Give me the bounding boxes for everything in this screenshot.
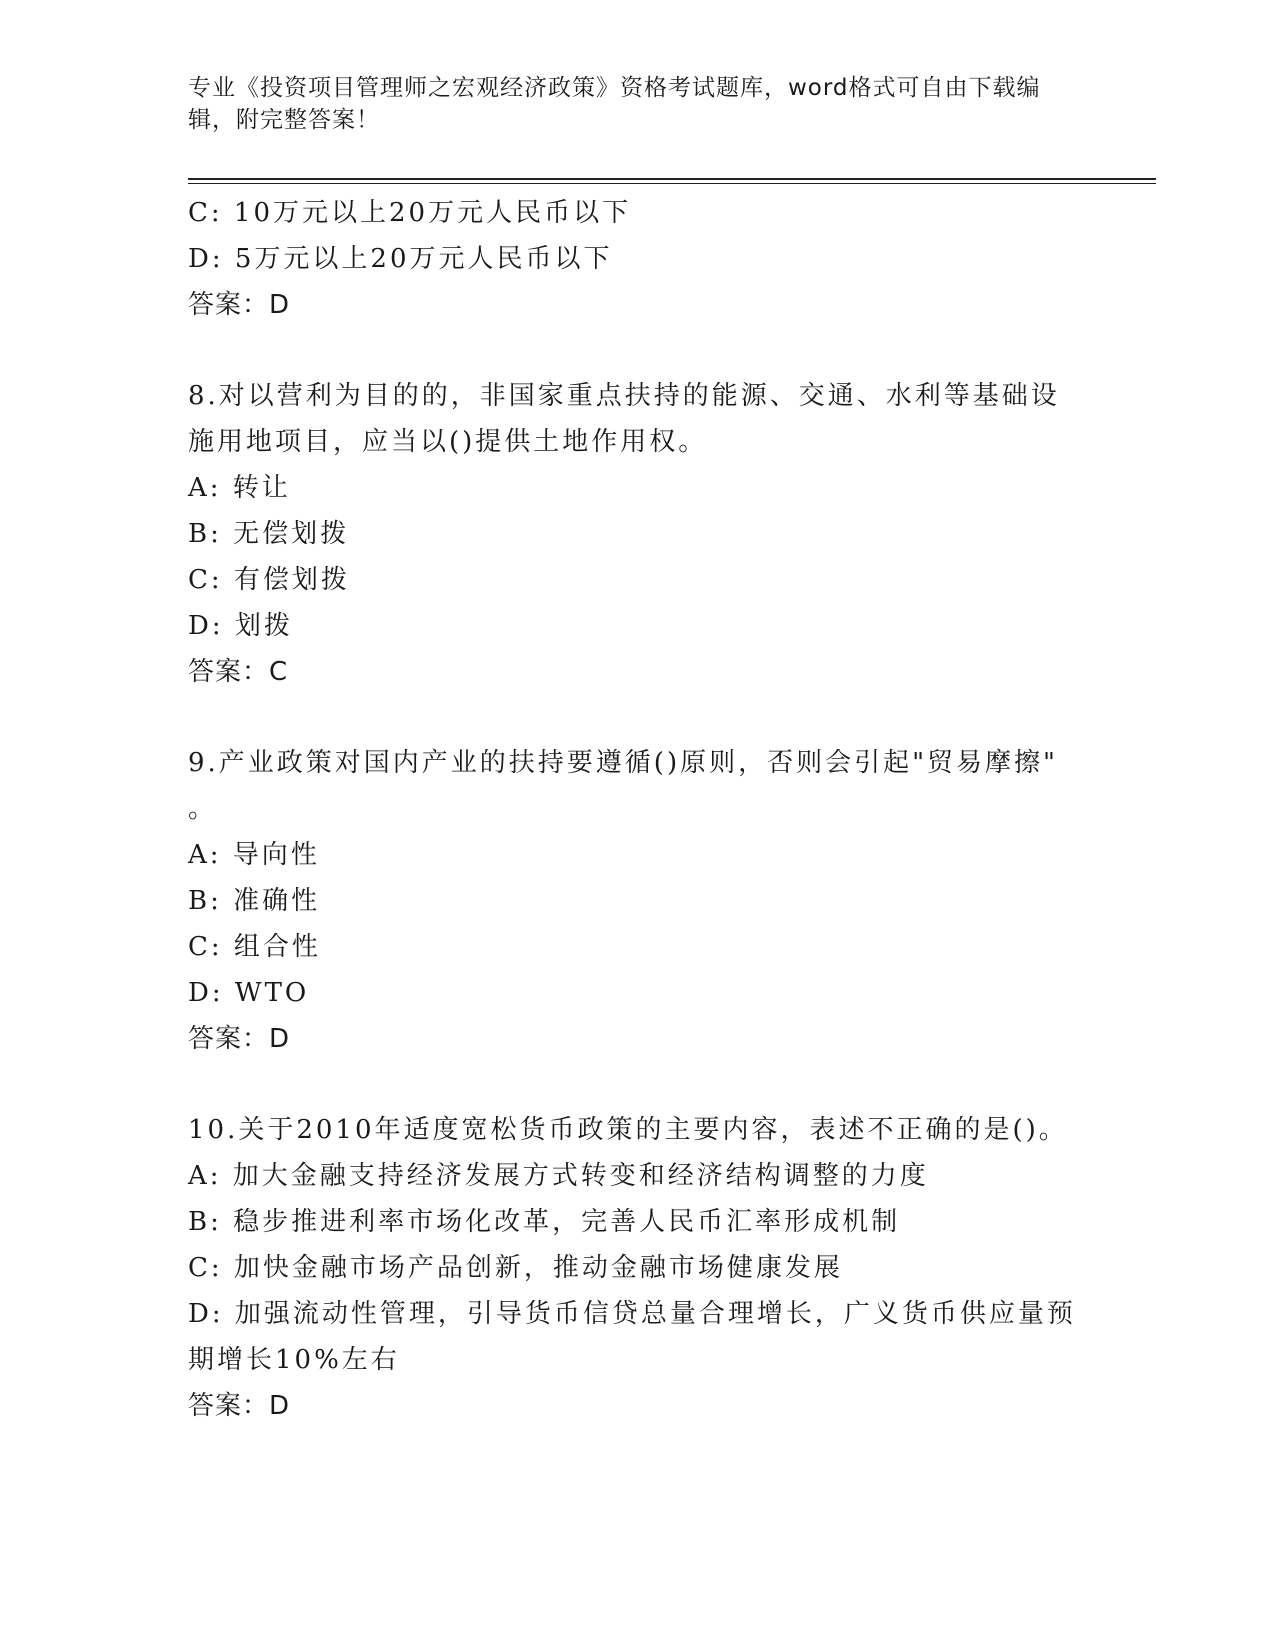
question-8 xyxy=(188,373,1108,695)
question-9 xyxy=(188,740,1108,1062)
header-line-1: 专业《投资项目管理师之宏观经济政策》资格考试题库，word格式可自由下载编 xyxy=(188,75,1041,101)
question-stem-line-2: 。 xyxy=(188,794,218,824)
header-rule-thick xyxy=(188,178,1156,180)
option-b: B: 无偿划拨 xyxy=(188,519,350,549)
page-header xyxy=(188,72,1068,136)
option-c: C: 组合性 xyxy=(188,932,321,962)
question-stem-line-1: 10.关于2010年适度宽松货币政策的主要内容，表述不正确的是()。 xyxy=(188,1115,1068,1145)
answer-line: 答案：D xyxy=(188,290,291,320)
option-d: D: 5万元以上20万元人民币以下 xyxy=(188,244,613,274)
header-line-2: 辑，附完整答案！ xyxy=(188,107,380,133)
answer-line: 答案：D xyxy=(188,1024,291,1054)
option-c: C: 有偿划拨 xyxy=(188,565,350,595)
header-rule-thin xyxy=(188,183,1156,184)
question-stem-line-2: 施用地项目，应当以()提供土地作用权。 xyxy=(188,427,708,457)
option-a: A: 加大金融支持经济发展方式转变和经济结构调整的力度 xyxy=(188,1161,929,1191)
option-d: D: WTO xyxy=(188,978,310,1008)
question-10 xyxy=(188,1107,1108,1429)
option-d-line-1: D: 加强流动性管理，引导货币信贷总量合理增长，广义货币供应量预 xyxy=(188,1299,1076,1329)
option-a: A: 转让 xyxy=(188,473,291,503)
question-stem-line-1: 9.产业政策对国内产业的扶持要遵循()原则，否则会引起"贸易摩擦" xyxy=(188,748,1059,778)
option-b: B: 稳步推进利率市场化改革，完善人民币汇率形成机制 xyxy=(188,1207,901,1237)
option-b: B: 准确性 xyxy=(188,886,321,916)
document-body xyxy=(188,190,1108,1429)
question-stem-line-1: 8.对以营利为目的的，非国家重点扶持的能源、交通、水利等基础设 xyxy=(188,381,1060,411)
option-a: A: 导向性 xyxy=(188,840,320,870)
option-c: C: 加快金融市场产品创新，推动金融市场健康发展 xyxy=(188,1253,843,1283)
option-d-line-2: 期增长10%左右 xyxy=(188,1345,400,1375)
answer-line: 答案：D xyxy=(188,1391,291,1421)
option-d: D: 划拨 xyxy=(188,611,293,641)
question-7-continued xyxy=(188,190,1108,328)
option-c: C: 10万元以上20万元人民币以下 xyxy=(188,198,632,228)
answer-line: 答案：C xyxy=(188,657,289,687)
